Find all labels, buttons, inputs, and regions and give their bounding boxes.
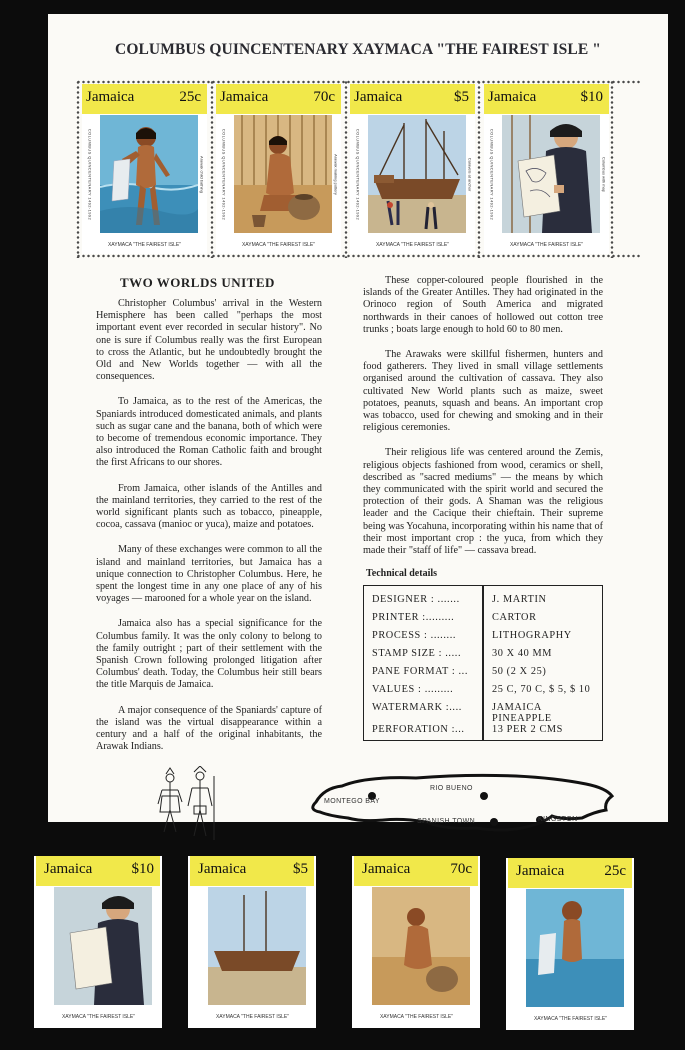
stamp-caption: XAYMACA "THE FAIREST ISLE" <box>379 1014 454 1020</box>
map-label-rio-bueno: RIO BUENO <box>430 785 473 792</box>
stamp-side-text: COLUMBUS QUINCENTENARY 1492-1992 <box>489 128 495 221</box>
stamp-country: Jamaica <box>220 89 269 105</box>
stamp-10-dollar[interactable] <box>484 84 609 254</box>
perforation-bottom <box>76 254 642 258</box>
stamp-country: Jamaica <box>44 861 93 877</box>
stamp-artwork-title: Columbus with map <box>601 156 607 193</box>
stamp-value: 70c <box>313 89 335 105</box>
paragraph: Many of these exchanges were common to all the island and mainland territories, but Jamaica has a unique connection to Christopher Columbus. Here, he spent the longest time in any one place of any of his voyages — marooned for a whole year on the island. <box>96 544 322 605</box>
map-label-spanish-town: SPANISH TOWN <box>417 818 476 825</box>
stamp-country: Jamaica <box>516 863 565 879</box>
stamp-country: Jamaica <box>198 861 247 877</box>
loose-stamp-25c[interactable] <box>506 858 634 1030</box>
stamp-value: $5 <box>293 861 308 877</box>
paragraph: To Jamaica, as to the rest of the Americas, the Spaniards introduced domesticated animals, and plants such as sugar cane and the banana, both of which were to become of tremendous economic importance. They also introduced the Roman Catholic faith and brought the first Africans to our shores. <box>96 396 322 469</box>
paragraph: A major consequence of the Spaniards' capture of the island was the virtual disappearance within a century and a half of the original inhabitants, the Arawak Indians. <box>96 704 322 753</box>
stamp-artwork-arawak-potter <box>234 115 332 233</box>
paragraph: The Arawaks were skillful fishermen, hunters and food gatherers. They lived in small village settlements organised around the cultivation of cassava. They also cultivated New World plants such as maize, sweet potatoes, peanuts, squash and beans. An important crop was tobacco, used for chewing and smoking and in their religious ceremonies. <box>363 349 603 434</box>
perforation-divider <box>477 80 481 258</box>
paragraph: These copper-coloured people flourished in the islands of the Greater Antilles. They had originated in the Orinoco region of South America and migrated northwards in their canoes of hollowed out cotton tree trunks ; boats large enough to hold 60 to 80 men. <box>363 275 603 335</box>
perforation-left <box>76 80 80 258</box>
stamp-caption: XAYMACA "THE FAIREST ISLE" <box>107 242 182 248</box>
stamp-caption: XAYMACA "THE FAIREST ISLE" <box>215 1014 290 1020</box>
stamp-artwork-caravel <box>208 887 306 1005</box>
stamp-value: $10 <box>580 89 603 105</box>
article-right-column <box>363 275 603 570</box>
arawak-figures-illustration <box>148 766 228 846</box>
stamp-artwork-title: Arawak making pottery <box>333 154 339 195</box>
stamp-value: 70c <box>450 861 472 877</box>
stamp-caption: XAYMACA "THE FAIREST ISLE" <box>241 242 316 248</box>
paragraph: Christopher Columbus' arrival in the Western Hemisphere has been called "perhaps the most important event ever recorded in secular history". No one is sure if Columbus really was the first European to cross the Atlantic, but he undoubtedly brought the Old and New Worlds together — with all the consequences. <box>96 298 322 383</box>
stamp-artwork-title: Arawak child bathing <box>199 156 205 193</box>
stamp <box>508 858 632 1028</box>
stamp-caption: XAYMACA "THE FAIREST ISLE" <box>61 1014 136 1020</box>
stamp-caption: XAYMACA "THE FAIREST ISLE" <box>533 1016 608 1022</box>
stamp-country: Jamaica <box>362 861 411 877</box>
stamp-country: Jamaica <box>86 89 135 105</box>
loose-stamp-70c[interactable] <box>352 856 480 1028</box>
paragraph: Their religious life was centered around the Zemis, religious objects fashioned from wood, ceramics or shell, described as "sacred mediums" — the means by which they communicated with the spirit world and secured the protection of their gods. A Shaman was the religious leader and the Cacique their chieftain. Their supreme being was Yocahuna, incorporating within his name that of their most important crop : the yuca, from which they made their "staff of life" — cassava bread. <box>363 447 603 557</box>
map-label-kingston: KINGSTON <box>538 816 578 823</box>
souvenir-sheet <box>48 14 668 825</box>
article-left-column <box>96 298 322 767</box>
technical-details-table: DESIGNER : ....... J. MARTIN PRINTER :......... CARTOR PROCESS : ........ LITHOGRAPHY STAMP SIZE : ..... 30 X 40 MM PANE FORMAT : ... 50 (2 X 25) VALUES : ......... 25 C, 70 C, $ 5, $ 10 WATERMARK :.... JAMAICA PINEAPPLE PERFORATION :... 13 PER 2 CMS <box>363 585 603 741</box>
stamp-caption: XAYMACA "THE FAIREST ISLE" <box>509 242 584 248</box>
map-label-montego-bay: MONTEGO BAY <box>324 798 380 805</box>
stamp-5-dollar[interactable] <box>350 84 475 254</box>
stamp-artwork-caravel <box>368 115 466 233</box>
stamp-side-text: COLUMBUS QUINCENTENARY 1492-1992 <box>87 128 93 221</box>
stamp-side-text: COLUMBUS QUINCENTENARY 1492-1992 <box>221 128 227 221</box>
stamp-country: Jamaica <box>354 89 403 105</box>
paragraph: From Jamaica, other islands of the Antilles and the mainland territories, they carried to the rest of the world significant plants such as tobacco, pineapple, cocoa, cassava (manioc or yuca), maize and potatoes. <box>96 482 322 531</box>
stamp <box>354 856 478 1026</box>
stamp-70c[interactable] <box>216 84 341 254</box>
stamp-artwork-arawak-child <box>526 889 624 1007</box>
stamp-artwork-columbus-map <box>502 115 600 233</box>
stamp-side-text: COLUMBUS QUINCENTENARY 1492-1992 <box>355 128 361 221</box>
stamp-value: $5 <box>454 89 469 105</box>
stamp-25c[interactable] <box>82 84 207 254</box>
sheet-title: COLUMBUS QUINCENTENARY XAYMACA "THE FAIREST ISLE " <box>115 41 601 58</box>
article-heading: TWO WORLDS UNITED <box>120 275 275 290</box>
technical-details-heading: Technical details <box>366 568 438 579</box>
stamp-artwork-title: Caravels at anchor <box>467 157 473 192</box>
stamp-value: 25c <box>604 863 626 879</box>
stamp-value: $10 <box>131 861 154 877</box>
stamp <box>190 856 314 1026</box>
paragraph: Jamaica also has a special significance for the Columbus family. It was the only colony to belong to the family outright ; part of their settlement with the Spanish Crown following prolonged litigation after Columbus' death. Today, the Columbus heir still bears the title Marquis de Jamaica. <box>96 618 322 691</box>
perforation-divider <box>210 80 214 258</box>
table-divider <box>482 586 484 740</box>
loose-stamp-10-dollar[interactable] <box>34 856 162 1028</box>
perforation-divider <box>344 80 348 258</box>
stamp-country: Jamaica <box>488 89 537 105</box>
stamp-artwork-arawak-child <box>100 115 198 233</box>
stamp <box>36 856 160 1026</box>
stamp-artwork-arawak-potter <box>372 887 470 1005</box>
stamp-value: 25c <box>179 89 201 105</box>
stamp-artwork-columbus-map <box>54 887 152 1005</box>
stamp-caption: XAYMACA "THE FAIREST ISLE" <box>375 242 450 248</box>
perforation-right <box>610 80 614 258</box>
loose-stamp-5-dollar[interactable] <box>188 856 316 1028</box>
